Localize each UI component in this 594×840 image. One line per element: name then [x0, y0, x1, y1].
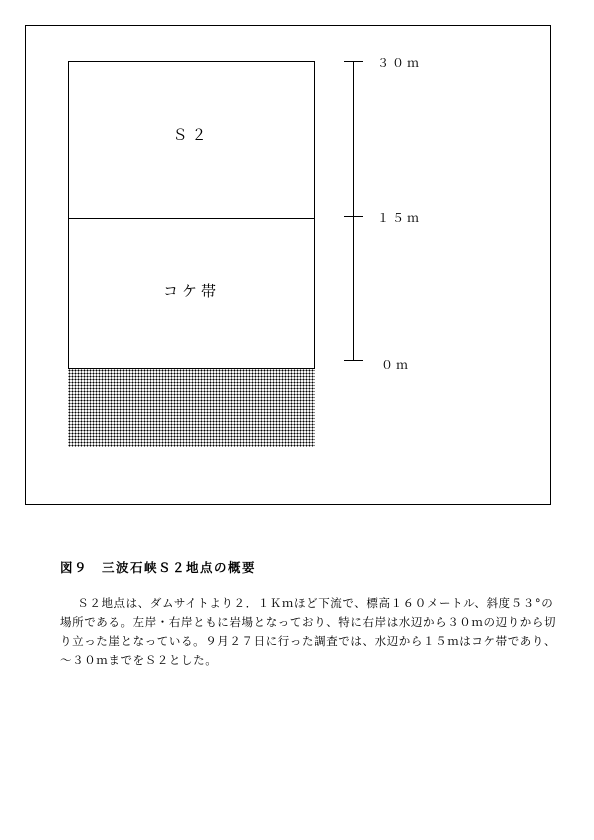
scale-bar: [353, 61, 354, 361]
figure-description: Ｓ２地点は、ダムサイトより２．１Ｋｍほど下流で、標高１６０メートル、斜度５３°の場所である。左岸・右岸ともに岩場となっており、特に右岸は水辺から３０ｍの辺りから切り立った崖となっている。９月２７日に行った調査では、水辺から１５ｍはコケ帯であり、～３０ｍまでをＳ２とした。: [60, 596, 557, 667]
water-area-hatch: [68, 369, 315, 447]
zone-label-s2: Ｓ２: [172, 126, 211, 144]
scale-label-top: ３０ｍ: [377, 56, 423, 70]
scale-tick-middle: [344, 216, 363, 217]
scale-label-bottom: ０ｍ: [381, 358, 412, 372]
zone-divider: [68, 218, 315, 219]
scale-tick-top: [344, 61, 363, 62]
figure-caption: 図９ 三波石峡Ｓ２地点の概要: [60, 560, 257, 575]
scale-tick-bottom: [344, 360, 363, 361]
zone-label-moss: コケ帯: [162, 282, 220, 300]
scale-label-middle: １５ｍ: [377, 211, 423, 225]
zone-diagram-box: [68, 61, 315, 369]
